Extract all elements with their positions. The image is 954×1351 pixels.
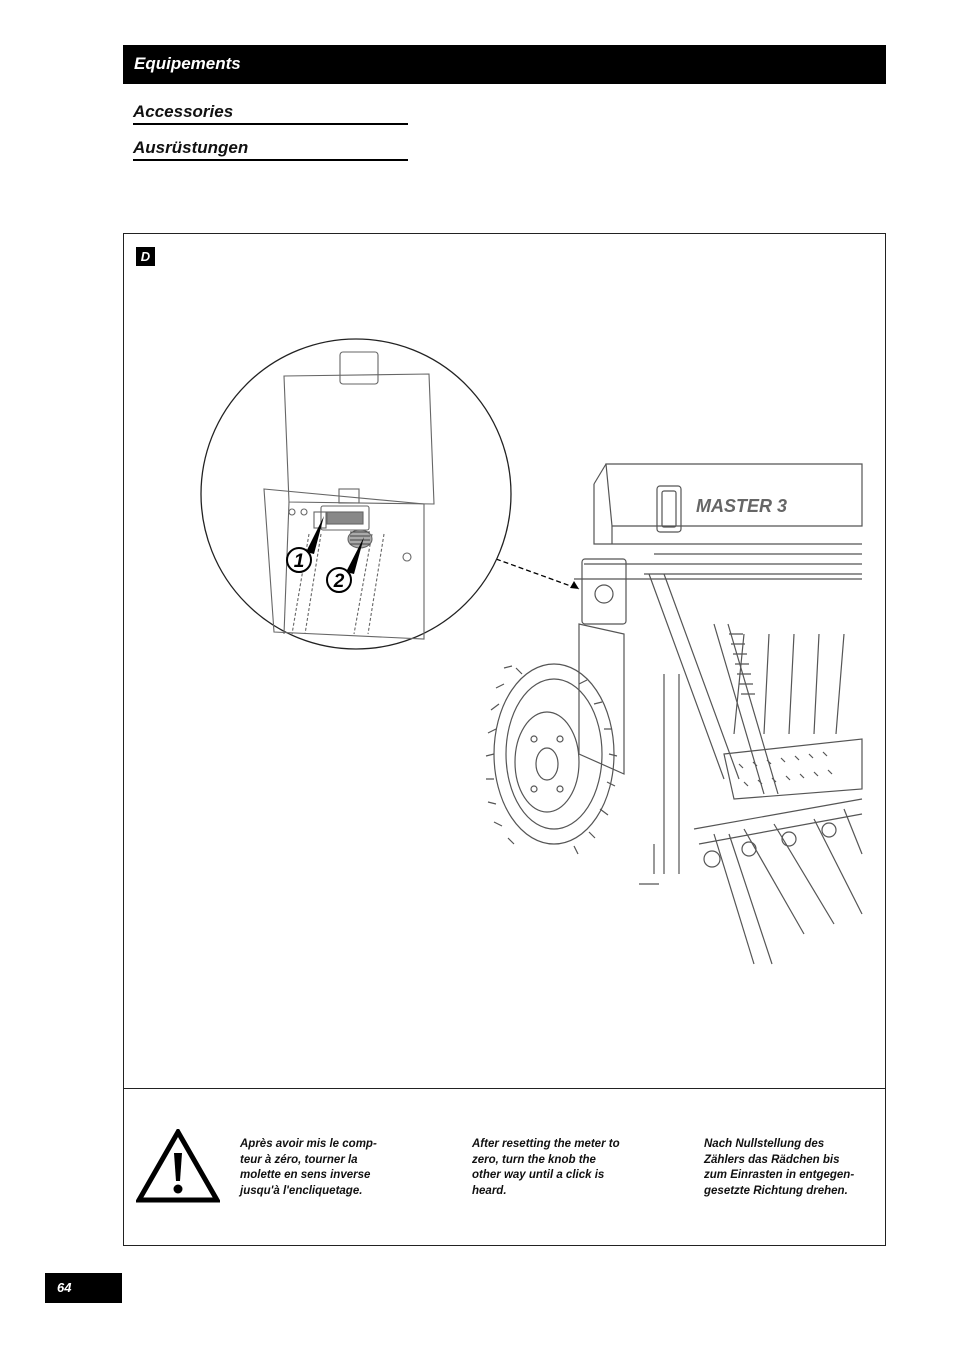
- note-french: Après avoir mis le comp- teur à zéro, tourner la molette en sens inverse jusqu'à l'encliquetage.: [240, 1138, 377, 1197]
- section-title: Equipements: [134, 54, 241, 73]
- callout-arrow: [496, 559, 579, 589]
- panel-divider: [124, 1088, 885, 1089]
- arrow-head-icon: [570, 581, 579, 589]
- section-header-bar: [123, 45, 886, 84]
- subtitle-english: Accessories: [133, 101, 408, 125]
- seed-drill-machine: [486, 464, 862, 964]
- callout-2-number: 2: [333, 571, 345, 592]
- figure-panel: [123, 233, 886, 1246]
- detail-magnifier: [201, 339, 511, 649]
- subtitle-german: Ausrüstungen: [133, 137, 408, 161]
- machine-label: MASTER 3: [696, 496, 788, 516]
- panel-badge: D: [136, 247, 155, 266]
- note-german: Nach Nullstellung des Zählers das Rädchen bis zum Einrasten in entgegen- gesetzte Richtung drehen.: [704, 1138, 855, 1197]
- page-number: 64: [57, 1280, 72, 1295]
- page-number-box: [45, 1273, 122, 1303]
- seed-drill-illustration: [124, 234, 885, 1088]
- callout-1-number: 1: [293, 551, 305, 572]
- warning-triangle-icon: [136, 1129, 220, 1203]
- note-english: After resetting the meter to zero, turn the knob the other way until a click is heard.: [472, 1138, 620, 1197]
